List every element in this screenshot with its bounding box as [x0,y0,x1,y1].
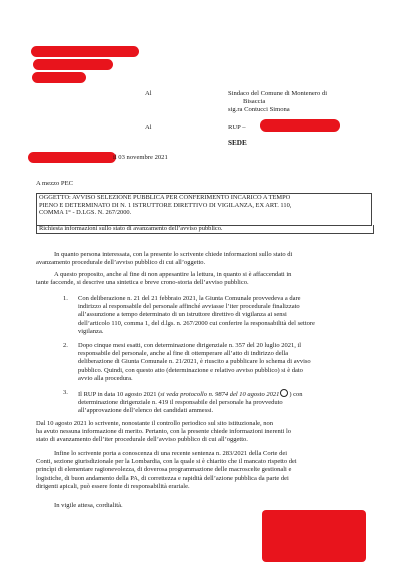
intro-line-1: In quanto persona interessata, con la presente lo scrivente chiede informazioni sullo stato di [54,251,293,258]
subject-line-1: OGGETTO: AVVISO SELEZIONE PUBBLICA PER CONFERIMENTO INCARICO A TEMPO [39,194,291,201]
intro-line-2: avanzamento procedurale dell’avviso pubblico di cui all’oggetto. [36,259,206,267]
redaction-sender-name [31,46,139,57]
item-2-line: deliberazione di Giunta Comunale n. 21/2021, è riuscito a pubblicare lo schema di avviso [78,358,311,366]
redaction-signature [262,510,366,562]
dal-paragraph [36,420,291,445]
redaction-sender-address [33,59,113,70]
recipient-line-3: sig.ra Contucci Simona [228,106,290,113]
item-3-number: 3. [63,389,68,396]
item-3-line: all’approvazione dell’elenco dei candidati ammessi. [78,407,214,415]
sede-label: SEDE [228,139,247,147]
item-1-number: 1. [63,295,68,302]
item-1-line: indirizzo al responsabile del personale affinché avviasse l’iter procedurale finalizzato [78,303,300,311]
letter-date: il 03 novembre 2021 [113,154,168,161]
item-1-line: vigilanza. [78,327,104,335]
subject-box [36,193,372,226]
item-2-number: 2. [63,342,68,349]
redaction-sender-city [32,72,86,83]
infine-paragraph [36,450,297,491]
item-1-text [78,295,315,336]
al-label-1: Al [145,90,152,97]
redaction-rup-name [260,119,340,132]
closing-line: In vigile attesa, cordialità. [54,502,123,509]
item-1-line: dell’articolo 110, comma 1, del d.lgs. n. 267/2000 cui conferire la responsabilità del settore [78,319,315,327]
item-3-text [78,389,303,416]
smiley-icon [280,389,288,397]
item-3-line: determinazione dirigenziale n. 419 il responsabile del personale ha provveduto [78,399,283,407]
al-label-2: Al [145,124,152,131]
proposito-paragraph [36,271,291,287]
item-3-part-a: Il RUP in data 10 agosto 2021 ( [78,391,161,398]
recipient-line-1: Sindaco del Comune di Montenero di [228,90,328,97]
delivery-method: A mezzo PEC [36,180,73,187]
proposito-line-1: A questo proposito, anche al fine di non appesantire la lettura, in quanto si è affaccendati in [54,271,292,278]
infine-line: princìpi di elementare ragionevolezza, di doverosa programmazione delle macroscelte gestionali e [36,466,292,474]
item-1-line: Con deliberazione n. 21 del 21 febbraio 2021, la Giunta Comunale provvedeva a dare [78,295,301,302]
item-3-protocol-ref: si veda protocollo n. 9874 del 10 agosto 2021 [160,391,280,398]
item-3-first-line [78,389,303,399]
intro-paragraph [36,251,292,267]
subject-line-3: COMMA 1° - D.LGS. N. 267/2000. [39,209,132,217]
item-2-line: pubblico. Quindi, con questo atto (determinazione e relativo avviso pubblico) si è dato [78,366,303,374]
rup-label: RUP – [228,124,246,131]
item-2-line: avvio alla procedura. [78,374,133,382]
proposito-line-2: tante faccende, si descrive una sintetica e breve crono-storia dell’avviso pubblico. [36,279,249,287]
subject-request: Richiesta informazioni sullo stato di avanzamento dell’avviso pubblico. [36,225,374,234]
item-1-line: all’assunzione a tempo determinato di un istruttore direttivo di vigilanza ai sensi [78,311,287,319]
dal-line: ha avuto nessuna informazione di merito. Pertanto, con la presente chiede informazioni inerenti lo [36,428,292,436]
dal-line: Dal 10 agosto 2021 lo scrivente, nonostante il controllo periodico sul sito istituzionale, non [36,420,274,427]
item-2-line: responsabile del personale, anche al fine di ottemperare all’atto di indirizzo della [78,350,289,358]
dal-line: stato di avanzamento dell’iter procedurale dell’avviso pubblico di cui all’oggetto. [36,436,248,444]
item-2-text [78,342,311,383]
subject-line-2: PIENO E DETERMINATO DI N. 1 ISTRUTTORE DIRETTIVO DI VIGILANZA, EX ART. 110, [39,201,292,209]
infine-line: logistiche, di buon andamento della PA, di correttezza e rapidità dell’azione pubblica da parte dei [36,474,289,482]
infine-line: Conti, sezione giurisdizionale per la Lombardia, con la quale si è chiarito che il mancato rispetto dei [36,458,297,466]
item-3-part-b: ) con [289,391,303,398]
recipient-line-2: Bisaccia [243,98,266,105]
infine-line: dirigenti apicali, può essere fonte di responsabilità erariale. [36,482,190,490]
redaction-place [28,152,116,163]
infine-line: Infine lo scrivente porta a conoscenza di una recente sentenza n. 283/2021 della Corte dei [54,450,288,457]
item-2-line: Dopo cinque mesi esatti, con determinazione dirigenziale n. 357 del 20 luglio 2021, il [78,342,302,349]
